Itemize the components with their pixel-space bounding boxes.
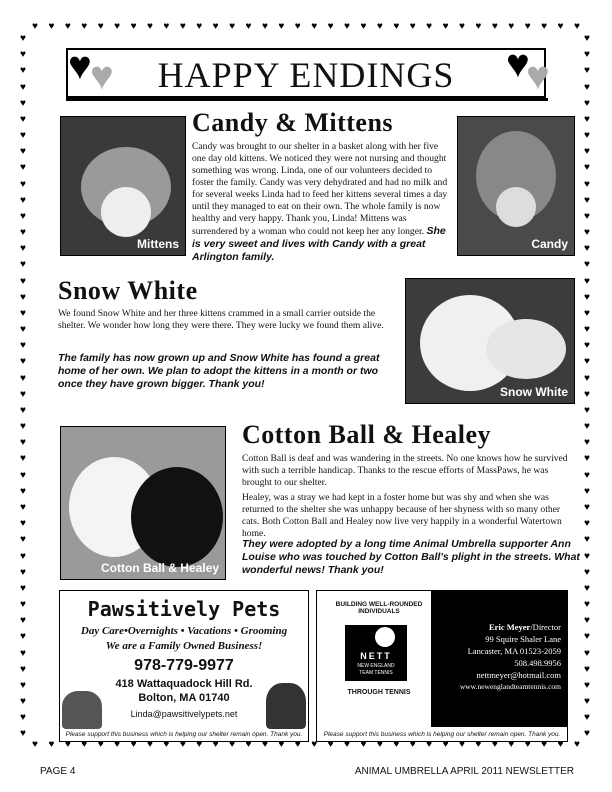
heart-icon: ♥	[584, 130, 590, 142]
heart-icon: ♥	[48, 21, 55, 32]
heart-icon: ♥	[584, 534, 590, 546]
contact-website[interactable]: www.newenglandteamtennis.com	[459, 682, 561, 691]
contact-panel: Eric Meyer/Director 99 Squire Shaler Lane Lancaster, MA 01523-2059 508.498.9956 nettmeyer@hotmail.com www.newenglandteamtennis.com	[431, 591, 567, 727]
heart-icon: ♥	[584, 259, 590, 271]
heart-icon: ♥	[573, 21, 580, 32]
heart-icon: ♥	[20, 421, 26, 433]
photo-mittens	[60, 116, 186, 256]
page-title: HAPPY ENDINGS	[157, 55, 455, 95]
title-box	[66, 43, 546, 98]
photo-caption: Candy	[531, 237, 568, 251]
heart-icon: ♥	[20, 453, 26, 465]
heart-icon: ♥	[20, 81, 26, 93]
ad-pawsitively-pets[interactable]	[59, 590, 309, 742]
heart-icon: ♥	[20, 33, 26, 44]
heart-icon: ♥	[393, 21, 400, 32]
heart-icon: ♥	[245, 21, 252, 32]
heart-icon: ♥	[97, 21, 104, 32]
heart-icon: ♥	[20, 291, 26, 303]
heart-icon: ♥	[524, 739, 531, 750]
heart-icon: ♥	[20, 113, 26, 125]
heart-icon: ♥	[32, 739, 38, 750]
heart-icon: ♥	[48, 739, 55, 750]
cotton-healey-text-2: Healey, was a stray we had kept in a foster home but was shy and when she was returned to the shelter she was unhappy because of her shyness with so many other cats. Both Cotton Ball and Healey now live very happily in a wonderful Watertown home.	[242, 492, 562, 539]
heart-icon: ♥	[261, 739, 268, 750]
heading-snow-white: Snow White	[58, 276, 198, 305]
heart-icon: ♥	[229, 21, 236, 32]
heart-icon: ♥	[20, 550, 26, 562]
heart-icon: ♥	[541, 739, 548, 750]
heart-icon: ♥	[20, 712, 26, 724]
footer-page-number: PAGE 4	[40, 766, 76, 777]
heart-icon: ♥	[64, 21, 71, 32]
heart-icon: ♥	[584, 404, 590, 416]
heart-icon: ♥	[491, 739, 498, 750]
heart-icon: ♥	[20, 534, 26, 546]
heart-icon: ♥	[278, 739, 285, 750]
footer-newsletter-title: ANIMAL UMBRELLA APRIL 2011 NEWSLETTER	[354, 766, 574, 777]
heart-icon: ♥	[20, 599, 26, 611]
heart-icon: ♥	[20, 469, 26, 481]
heart-icon: ♥	[584, 388, 590, 400]
heart-border-left	[18, 34, 30, 740]
heart-icon: ♥	[526, 53, 550, 98]
heart-icon: ♥	[81, 739, 88, 750]
heart-icon: ♥	[584, 599, 590, 611]
heart-icon: ♥	[524, 21, 531, 32]
heart-icon: ♥	[20, 582, 26, 594]
cotton-healey-emphasis: They were adopted by a long time Animal Umbrella supporter Ann Louise who was touched by Cotton Ball's plight in the streets. What wonderful news! Thank you!	[242, 538, 580, 576]
heart-icon: ♥	[64, 739, 71, 750]
heart-icon: ♥	[344, 739, 350, 750]
heart-icon: ♥	[146, 21, 153, 32]
heart-icon: ♥	[20, 615, 26, 627]
heart-icon: ♥	[20, 243, 26, 255]
ad-support-note: Please support this business which is helping our shelter remain open. Thank you.	[323, 731, 561, 738]
heart-icon: ♥	[541, 21, 548, 32]
heart-icon: ♥	[491, 21, 498, 32]
heart-icon: ♥	[20, 227, 26, 239]
ad-email[interactable]: Linda@pawsitivelypets.net	[130, 709, 238, 719]
heart-icon: ♥	[584, 615, 590, 627]
heart-icon: ♥	[584, 663, 590, 675]
ad-address-line-2: Bolton, MA 01740	[138, 692, 230, 704]
heart-icon: ♥	[294, 739, 301, 750]
heart-icon: ♥	[20, 178, 26, 190]
heart-icon: ♥	[584, 501, 590, 513]
dog-illustration	[266, 683, 306, 729]
heart-icon: ♥	[114, 21, 121, 32]
heart-icon: ♥	[20, 194, 26, 206]
heart-icon: ♥	[557, 21, 564, 32]
heart-icon: ♥	[584, 49, 590, 61]
heart-icon: ♥	[32, 21, 38, 32]
photo-caption: Snow White	[500, 385, 568, 399]
heart-icon: ♥	[584, 178, 590, 190]
heart-icon: ♥	[584, 194, 590, 206]
candy-mittens-text: Candy was brought to our shelter in a basket along with her five one day old kittens. We noticed they were not nursing and thought something was wrong. Linda, one of our volunteers decided to foster the family. Candy was very dehydrated and had no milk and for several weeks Linda had to feed her kittens several times a day until they managed to eat on their own. The whole family is now healthy and very happy. Thank you, Linda! Mittens was surrendered by a woman who could not keep her any longer. She is very sweet and lives with Candy with a great Arlington family.	[192, 141, 448, 263]
ad-business-name: Pawsitively Pets	[87, 597, 281, 621]
heading-cotton-healey: Cotton Ball & Healey	[242, 420, 492, 449]
heading-candy-mittens: Candy & Mittens	[192, 108, 394, 137]
heart-icon: ♥	[20, 275, 26, 287]
heart-icon: ♥	[212, 21, 219, 32]
heart-icon: ♥	[459, 739, 465, 750]
heart-icon: ♥	[20, 485, 26, 497]
heart-icon: ♥	[311, 739, 318, 750]
heart-icon: ♥	[584, 227, 590, 239]
heart-icon: ♥	[584, 437, 590, 449]
heart-icon: ♥	[584, 518, 590, 530]
ad-tagline: We are a Family Owned Business!	[105, 640, 263, 652]
heart-icon: ♥	[584, 712, 590, 724]
heart-icon: ♥	[229, 739, 236, 750]
heart-icon: ♥	[294, 21, 301, 32]
heart-icon: ♥	[20, 566, 26, 578]
heart-icon: ♥	[584, 421, 590, 433]
contact-email[interactable]: nettmeyer@hotmail.com	[476, 670, 561, 680]
snow-white-emphasis: The family has now grown up and Snow White has found a great home of her own. We plan to adopt the kittens in a month or two once they have grown bigger. Thank you!	[58, 352, 380, 390]
photo-caption: Cotton Ball & Healey	[100, 561, 219, 575]
ad-new-england-team-tennis[interactable]	[316, 590, 568, 742]
heart-icon: ♥	[573, 739, 580, 750]
heart-icon: ♥	[179, 21, 186, 32]
heart-icon: ♥	[20, 631, 26, 643]
heart-icon: ♥	[584, 33, 590, 44]
heart-icon: ♥	[81, 21, 88, 32]
photo-caption: Mittens	[137, 237, 179, 251]
heart-icon: ♥	[20, 97, 26, 109]
heart-icon: ♥	[20, 647, 26, 659]
heart-icon: ♥	[459, 21, 465, 32]
heart-icon: ♥	[360, 739, 367, 750]
heart-icon: ♥	[584, 696, 590, 708]
heart-icon: ♥	[130, 739, 137, 750]
heart-icon: ♥	[584, 485, 590, 497]
heart-icon: ♥	[475, 21, 482, 32]
heart-icon: ♥	[20, 162, 26, 174]
heart-icon: ♥	[20, 404, 26, 416]
heart-icon: ♥	[20, 65, 26, 77]
heart-icon: ♥	[584, 356, 590, 368]
heart-icon: ♥	[360, 21, 367, 32]
tennis-arc-top: BUILDING WELL-ROUNDED INDIVIDUALS	[335, 601, 423, 615]
ad-address-line-1: 418 Wattaquadock Hill Rd.	[115, 678, 253, 690]
heart-icon: ♥	[20, 696, 26, 708]
heart-icon: ♥	[20, 501, 26, 513]
heart-icon: ♥	[179, 739, 186, 750]
heart-icon: ♥	[426, 21, 433, 32]
heart-icon: ♥	[584, 324, 590, 336]
heart-icon: ♥	[584, 81, 590, 93]
heart-icon: ♥	[584, 566, 590, 578]
heart-icon: ♥	[584, 162, 590, 174]
cotton-healey-text-1: Cotton Ball is deaf and was wandering in the streets. No one knows how he survived with such a terrible handicap. Thanks to the rescue efforts of MassPaws, he was brought to our shelter.	[242, 453, 568, 488]
heart-icon: ♥	[393, 739, 400, 750]
heart-icon: ♥	[146, 739, 153, 750]
heart-icon: ♥	[376, 739, 383, 750]
heart-icon: ♥	[212, 739, 219, 750]
heart-icon: ♥	[20, 340, 26, 352]
heart-icon: ♥	[584, 340, 590, 352]
heart-icon: ♥	[508, 21, 515, 32]
heart-icon: ♥	[90, 53, 114, 98]
snow-white-text: We found Snow White and her three kittens crammed in a small carrier outside the shelter. We wonder how long they were there. They were lucky we found them alive.	[58, 308, 384, 331]
heart-icon: ♥	[409, 21, 416, 32]
tennis-arc-bottom: THROUGH TENNIS	[347, 689, 411, 696]
heart-icon: ♥	[20, 307, 26, 319]
cat-illustration	[62, 691, 102, 729]
heart-icon: ♥	[261, 21, 268, 32]
heart-icon: ♥	[97, 739, 104, 750]
heart-icon: ♥	[20, 663, 26, 675]
heart-icon: ♥	[196, 21, 203, 32]
ad-services: Day Care•Overnights • Vacations • Grooming	[80, 625, 288, 637]
heart-icon: ♥	[475, 739, 482, 750]
heart-icon: ♥	[584, 65, 590, 77]
heart-icon: ♥	[327, 21, 334, 32]
heart-icon: ♥	[245, 739, 252, 750]
heart-icon: ♥	[584, 372, 590, 384]
heart-icon: ♥	[584, 550, 590, 562]
heart-icon: ♥	[20, 518, 26, 530]
heart-icon: ♥	[20, 679, 26, 691]
heart-icon: ♥	[584, 631, 590, 643]
heart-icon: ♥	[20, 259, 26, 271]
heart-icon: ♥	[584, 582, 590, 594]
heart-border-top	[30, 22, 582, 34]
heart-icon: ♥	[278, 21, 285, 32]
heart-icon: ♥	[584, 728, 590, 740]
heart-icon: ♥	[20, 49, 26, 61]
heart-icon: ♥	[20, 437, 26, 449]
heart-icon: ♥	[344, 21, 350, 32]
heart-icon: ♥	[557, 739, 564, 750]
photo-snow-white	[405, 278, 575, 404]
heart-icon: ♥	[20, 146, 26, 158]
heart-icon: ♥	[584, 146, 590, 158]
heart-icon: ♥	[584, 647, 590, 659]
nett-logo: NETT NEW ENGLAND TEAM TENNIS	[345, 625, 407, 681]
heart-icon: ♥	[376, 21, 383, 32]
heart-icon: ♥	[114, 739, 121, 750]
heart-icon: ♥	[508, 739, 515, 750]
heart-icon: ♥	[20, 130, 26, 142]
heart-icon: ♥	[130, 21, 137, 32]
ad-support-note: Please support this business which is helping our shelter remain open. Thank you.	[65, 731, 303, 738]
heart-icon: ♥	[20, 728, 26, 740]
heart-icon: ♥	[68, 43, 92, 88]
heart-icon: ♥	[584, 291, 590, 303]
heart-icon: ♥	[327, 739, 334, 750]
photo-cotton-healey	[60, 426, 226, 580]
ad-phone: 978-779-9977	[134, 657, 234, 674]
heart-icon: ♥	[442, 21, 449, 32]
heart-icon: ♥	[20, 210, 26, 222]
heart-icon: ♥	[584, 113, 590, 125]
heart-icon: ♥	[20, 388, 26, 400]
heart-icon: ♥	[409, 739, 416, 750]
heart-icon: ♥	[584, 275, 590, 287]
heart-icon: ♥	[584, 679, 590, 691]
heart-icon: ♥	[584, 307, 590, 319]
heart-icon: ♥	[442, 739, 449, 750]
heart-icon: ♥	[584, 469, 590, 481]
heart-icon: ♥	[196, 739, 203, 750]
heart-icon: ♥	[20, 372, 26, 384]
heart-icon: ♥	[584, 210, 590, 222]
heart-icon: ♥	[20, 356, 26, 368]
heart-icon: ♥	[163, 21, 170, 32]
heart-border-right	[582, 34, 594, 740]
tennis-ball-icon	[375, 627, 395, 647]
heart-icon: ♥	[584, 243, 590, 255]
heart-icon: ♥	[20, 324, 26, 336]
heart-icon: ♥	[311, 21, 318, 32]
photo-candy	[457, 116, 575, 256]
heart-icon: ♥	[426, 739, 433, 750]
heart-icon: ♥	[584, 453, 590, 465]
heart-icon: ♥	[163, 739, 170, 750]
heart-icon: ♥	[584, 97, 590, 109]
heart-icon: ♥	[506, 41, 530, 86]
title-shadow	[66, 98, 548, 101]
